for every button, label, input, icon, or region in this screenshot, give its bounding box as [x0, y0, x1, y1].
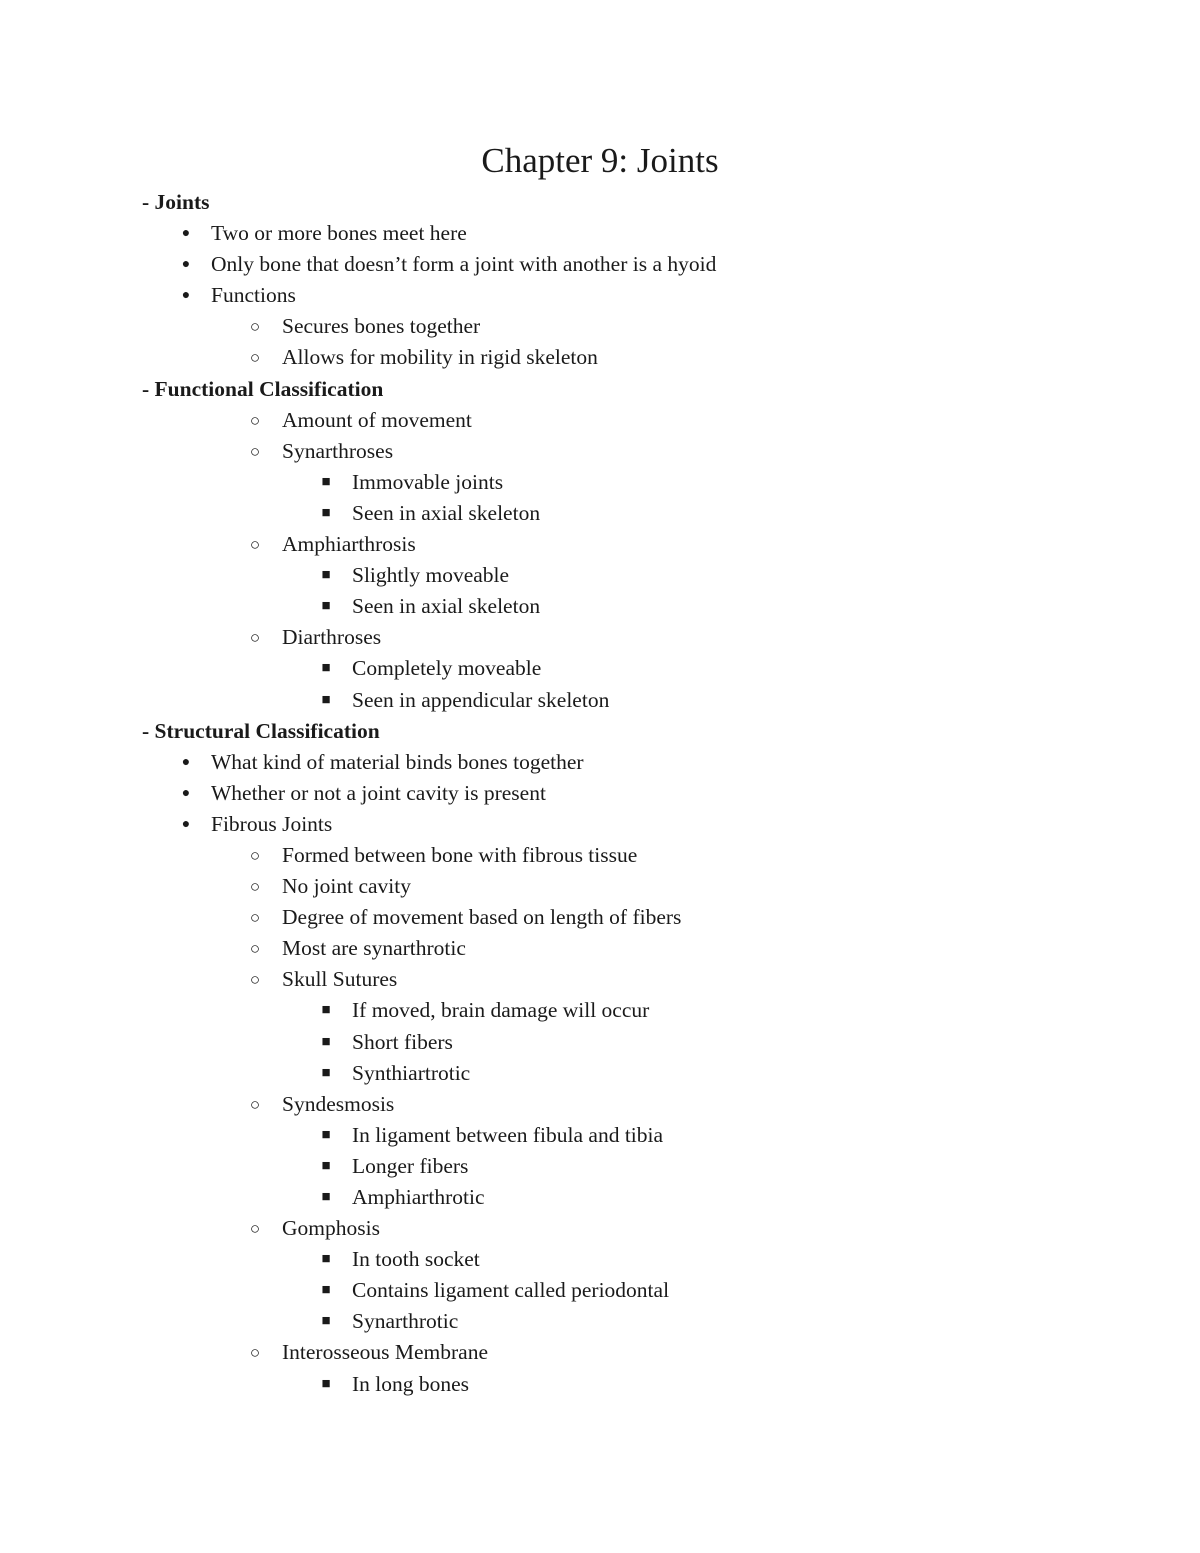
notes-body: [0, 187, 1200, 1400]
list-item-text: Whether or not a joint cavity is present: [211, 780, 546, 805]
list-item-text: No joint cavity: [282, 874, 411, 899]
list-item-text: In long bones: [352, 1371, 470, 1396]
list-item-text: Seen in appendicular skeleton: [352, 687, 610, 712]
hollow-circle-bullet-icon: ○: [249, 845, 261, 865]
hollow-circle-bullet-icon: ○: [249, 441, 261, 461]
heading-text: Joints: [154, 190, 210, 214]
square-bullet-icon: ■: [321, 567, 331, 584]
list-item-text: What kind of material binds bones together: [211, 749, 584, 774]
hollow-circle-bullet-icon: ○: [249, 939, 261, 959]
list-item: [0, 1213, 1200, 1244]
section-heading: [0, 716, 1200, 747]
hollow-circle-bullet-icon: ○: [249, 1094, 261, 1114]
list-item-text: Gomphosis: [282, 1216, 380, 1241]
filled-circle-bullet-icon: ●: [181, 257, 191, 273]
heading-dash: -: [142, 190, 155, 214]
hollow-circle-bullet-icon: ○: [249, 628, 261, 648]
list-item-text: Interosseous Membrane: [282, 1340, 488, 1365]
list-item-text: Secures bones together: [282, 314, 481, 339]
list-item: [0, 591, 1200, 622]
list-item: [0, 995, 1200, 1026]
filled-circle-bullet-icon: ●: [181, 816, 191, 832]
list-item-text: Degree of movement based on length of fibers: [282, 905, 682, 930]
list-item: [0, 560, 1200, 591]
list-item-text: Longer fibers: [352, 1153, 469, 1178]
list-item-text: Diarthroses: [282, 625, 382, 650]
list-item-text: Short fibers: [352, 1029, 453, 1054]
heading-dash: -: [142, 376, 155, 401]
list-item-text: Completely moveable: [352, 656, 542, 681]
list-item: [0, 436, 1200, 467]
list-item: [0, 405, 1200, 436]
list-item-text: Seen in axial skeleton: [352, 594, 541, 619]
list-item: [0, 1027, 1200, 1058]
list-item: [0, 529, 1200, 560]
square-bullet-icon: ■: [321, 504, 331, 521]
list-item: [0, 467, 1200, 498]
list-item-text: Synarthroses: [282, 438, 394, 463]
filled-circle-bullet-icon: ●: [181, 785, 191, 801]
list-item: [0, 809, 1200, 840]
list-item-text: If moved, brain damage will occur: [352, 998, 650, 1023]
list-item: [0, 747, 1200, 778]
list-item: [0, 1275, 1200, 1306]
list-item: [0, 653, 1200, 684]
list-item: [0, 685, 1200, 716]
hollow-circle-bullet-icon: ○: [249, 348, 261, 368]
list-item: [0, 1151, 1200, 1182]
hollow-circle-bullet-icon: ○: [249, 908, 261, 928]
square-bullet-icon: ■: [321, 1251, 331, 1268]
list-item: [0, 280, 1200, 311]
list-item-text: Skull Sutures: [282, 967, 398, 992]
list-item: [0, 840, 1200, 871]
list-item-text: Allows for mobility in rigid skeleton: [282, 345, 598, 370]
list-item: [0, 249, 1200, 280]
list-item-text: Fibrous Joints: [211, 811, 333, 836]
list-item: [0, 1369, 1200, 1400]
list-item-text: Slightly moveable: [352, 563, 510, 588]
list-item: [0, 902, 1200, 933]
list-item: [0, 933, 1200, 964]
square-bullet-icon: ■: [321, 1157, 331, 1174]
list-item-text: In ligament between fibula and tibia: [352, 1122, 664, 1147]
filled-circle-bullet-icon: ●: [181, 754, 191, 770]
square-bullet-icon: ■: [321, 1282, 331, 1299]
hollow-circle-bullet-icon: ○: [249, 877, 261, 897]
square-bullet-icon: ■: [321, 1313, 331, 1330]
page-title: Chapter 9: Joints: [481, 141, 719, 180]
list-item: [0, 342, 1200, 373]
list-item: [0, 622, 1200, 653]
list-item: [0, 218, 1200, 249]
square-bullet-icon: ■: [321, 660, 331, 677]
hollow-circle-bullet-icon: ○: [249, 1343, 261, 1363]
list-item-text: Formed between bone with fibrous tissue: [282, 842, 638, 867]
list-item: [0, 1337, 1200, 1368]
square-bullet-icon: ■: [321, 1064, 331, 1081]
list-item-text: Functions: [211, 283, 296, 308]
hollow-circle-bullet-icon: ○: [249, 317, 261, 337]
list-item-text: Most are synarthrotic: [282, 936, 466, 961]
square-bullet-icon: ■: [321, 1033, 331, 1050]
list-item-text: Syndesmosis: [282, 1091, 395, 1116]
list-item: [0, 311, 1200, 342]
list-item-text: Seen in axial skeleton: [352, 500, 541, 525]
square-bullet-icon: ■: [321, 1002, 331, 1019]
list-item-text: Immovable joints: [352, 469, 504, 494]
square-bullet-icon: ■: [321, 1189, 331, 1205]
list-item: [0, 778, 1200, 809]
hollow-circle-bullet-icon: ○: [249, 970, 261, 990]
filled-circle-bullet-icon: ●: [181, 226, 191, 242]
heading-text: Structural Classification: [154, 718, 380, 743]
list-item-text: Amount of movement: [282, 407, 472, 432]
square-bullet-icon: ■: [321, 473, 331, 490]
heading-dash: -: [142, 718, 155, 743]
list-item: [0, 1306, 1200, 1337]
list-item: [0, 1120, 1200, 1151]
filled-circle-bullet-icon: ●: [181, 288, 191, 304]
list-item-text: Only bone that doesn’t form a joint with another is a hyoid: [211, 252, 717, 277]
hollow-circle-bullet-icon: ○: [249, 410, 261, 430]
list-item: [0, 1089, 1200, 1120]
hollow-circle-bullet-icon: ○: [249, 535, 261, 555]
square-bullet-icon: ■: [321, 1375, 331, 1392]
list-item: [0, 498, 1200, 529]
list-item-text: Contains ligament called periodontal: [352, 1278, 670, 1303]
list-item: [0, 871, 1200, 902]
square-bullet-icon: ■: [321, 598, 331, 615]
list-item-text: Amphiarthrosis: [282, 532, 416, 557]
list-item: [0, 1182, 1200, 1213]
list-item-text: Synthiartrotic: [352, 1060, 471, 1085]
section-heading: [0, 187, 1200, 218]
list-item: [0, 1244, 1200, 1275]
list-item: [0, 964, 1200, 995]
list-item-text: In tooth socket: [352, 1247, 480, 1272]
heading-text: Functional Classification: [154, 376, 384, 401]
square-bullet-icon: ■: [321, 691, 331, 708]
list-item: [0, 1058, 1200, 1089]
list-item-text: Two or more bones meet here: [211, 221, 467, 246]
list-item-text: Amphiarthrotic: [352, 1185, 485, 1209]
section-heading: [0, 374, 1200, 405]
hollow-circle-bullet-icon: ○: [249, 1219, 261, 1239]
square-bullet-icon: ■: [321, 1126, 331, 1143]
list-item-text: Synarthrotic: [352, 1309, 459, 1334]
